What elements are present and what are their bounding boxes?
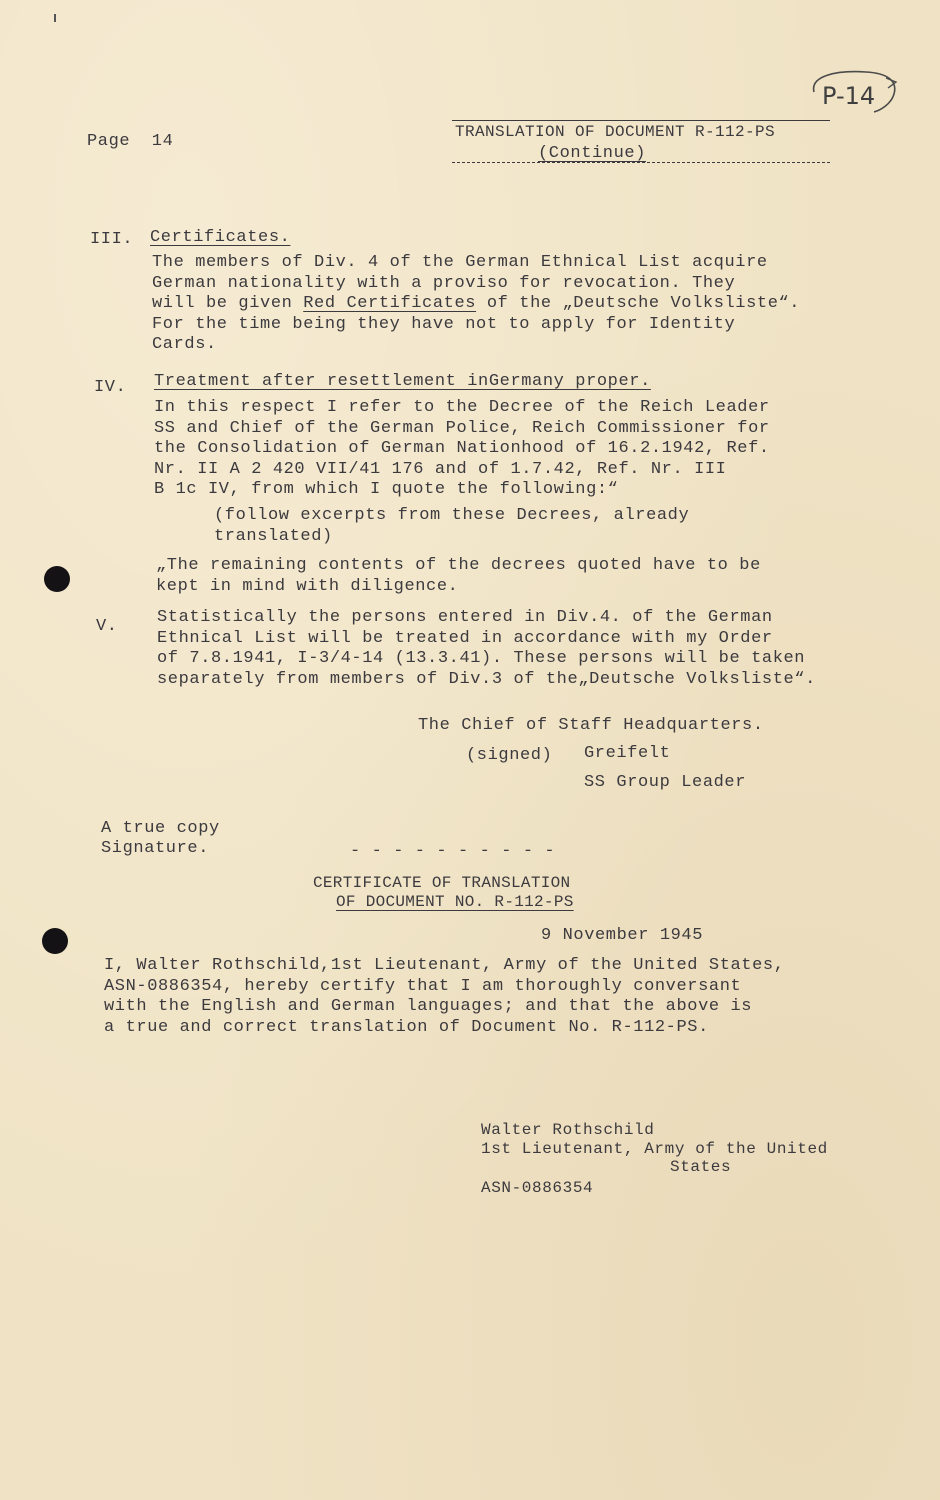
- certificate-line-3: with the English and German languages; and that the above is: [104, 997, 753, 1016]
- section-iv-closing-line-1: „The remaining contents of the decrees quoted have to be: [156, 556, 761, 575]
- page-number: Page 14: [87, 132, 174, 151]
- section-iii-line-4: For the time being they have not to apply for Identity: [152, 314, 736, 334]
- signature-label: Signature.: [101, 839, 210, 858]
- separator-dashes: - - - - - - - - - -: [350, 842, 556, 861]
- section-iii-line-5: Cards.: [152, 335, 217, 354]
- section-iv-line-3: the Consolidation of German Nationhood of 16.2.1942, Ref.: [154, 439, 770, 458]
- excerpt-note-line-1: (follow excerpts from these Decrees, already: [214, 506, 690, 525]
- certificate-line-4: a true and correct translation of Document No. R-112-PS.: [104, 1017, 709, 1037]
- true-copy-label: A true copy: [101, 819, 220, 838]
- section-v-line-4: separately from members of Div.3 of the„Deutsche Volksliste“.: [157, 669, 816, 689]
- header-subtitle: (Continue): [538, 144, 647, 163]
- section-iv-closing-line-2: kept in mind with diligence.: [156, 576, 459, 596]
- header-rule-bottom: [452, 162, 830, 163]
- red-certificates-text: Red Certificates: [303, 294, 477, 313]
- section-iv-line-1: In this respect I refer to the Decree of the Reich Leader: [154, 398, 770, 417]
- certificate-document-number: OF DOCUMENT NO. R-112-PS: [336, 893, 574, 911]
- stamp-text: P-14: [822, 82, 876, 110]
- certificate-date: 9 November 1945: [541, 926, 704, 945]
- section-heading-treatment: Treatment after resettlement inGermany proper.: [154, 372, 651, 391]
- corner-tick-mark: [54, 14, 56, 22]
- section-iii-line-3: will be given Red Certificates of the „Deutsche Volksliste“.: [152, 294, 801, 313]
- section-v-line-3: of 7.8.1941, I-3/4-14 (13.3.41). These persons will be taken: [157, 649, 806, 668]
- excerpt-note: [214, 506, 774, 547]
- section-numeral-iv: IV.: [94, 378, 127, 397]
- signed-label: (signed): [466, 746, 553, 765]
- section-heading-certificates: Certificates.: [150, 228, 291, 247]
- certificate-title: CERTIFICATE OF TRANSLATION: [313, 874, 571, 892]
- section-iv-body: [154, 398, 844, 501]
- punch-hole-top: [44, 566, 70, 592]
- translator-name: Walter Rothschild: [481, 1121, 655, 1139]
- translator-asn: ASN-0886354: [481, 1179, 594, 1197]
- section-numeral-v: V.: [96, 617, 118, 636]
- section-v-line-1: Statistically the persons entered in Div.4. of the German: [157, 608, 773, 627]
- signer-rank: SS Group Leader: [584, 773, 747, 792]
- section-iii-body: [152, 253, 842, 356]
- section-iv-line-2: SS and Chief of the German Police, Reich Commissioner for: [154, 418, 770, 438]
- translator-title: 1st Lieutenant, Army of the United: [481, 1140, 828, 1158]
- section-numeral-iii: III.: [90, 230, 134, 249]
- section-v-body: [157, 608, 865, 690]
- section-iii-line-2: German nationality with a proviso for revocation. They: [152, 273, 736, 293]
- signer-name-greifelt: Greifelt: [584, 744, 671, 763]
- section-v-line-2: Ethnical List will be treated in accordance with my Order: [157, 628, 773, 648]
- section-iv-line-5: B 1c IV, from which I quote the following:“: [154, 480, 619, 499]
- punch-hole-bottom: [42, 928, 68, 954]
- section-iii-line-1: The members of Div. 4 of the German Ethnical List acquire: [152, 253, 768, 272]
- section-iv-line-4: Nr. II A 2 420 VII/41 176 and of 1.7.42, Ref. Nr. III: [154, 459, 727, 479]
- certificate-line-1: I, Walter Rothschild,1st Lieutenant, Army of the United States,: [104, 956, 785, 975]
- signature-title: The Chief of Staff Headquarters.: [418, 716, 764, 735]
- certificate-line-2: ASN-0886354, hereby certify that I am thoroughly conversant: [104, 976, 742, 996]
- header-title: TRANSLATION OF DOCUMENT R-112-PS: [455, 123, 776, 141]
- handwritten-exhibit-stamp: [796, 64, 906, 124]
- certificate-body: [104, 956, 864, 1038]
- translator-title-cont: States: [670, 1158, 732, 1176]
- header-rule-top: [452, 120, 830, 121]
- section-iv-closing: [156, 556, 846, 597]
- excerpt-note-line-2: translated): [214, 526, 333, 546]
